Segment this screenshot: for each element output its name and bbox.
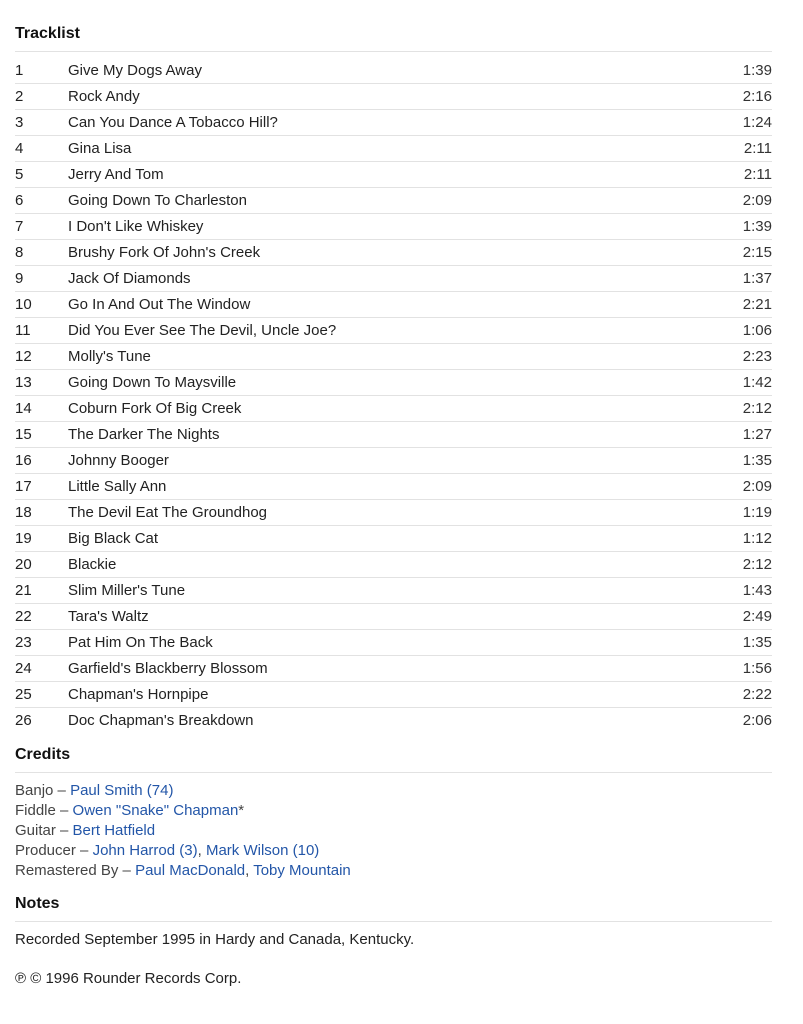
track-title: Little Sally Ann xyxy=(68,478,167,495)
track-title: Doc Chapman's Breakdown xyxy=(68,712,254,729)
track-duration: 1:19 xyxy=(742,504,772,521)
track-position: 17 xyxy=(15,478,32,495)
track-title: The Darker The Nights xyxy=(68,426,220,443)
track-row xyxy=(15,708,772,733)
credits-header xyxy=(15,733,772,773)
track-position: 7 xyxy=(15,218,24,235)
track-row xyxy=(15,344,772,370)
track-position: 23 xyxy=(15,634,32,651)
track-row xyxy=(15,110,772,136)
track-title: Molly's Tune xyxy=(68,348,151,365)
credit-role: Remastered By xyxy=(15,862,119,879)
track-duration: 1:27 xyxy=(742,426,772,443)
track-duration: 2:11 xyxy=(743,166,772,183)
notes-heading: Notes xyxy=(15,895,60,912)
track-position: 8 xyxy=(15,244,24,261)
track-position: 12 xyxy=(15,348,32,365)
notes-body xyxy=(15,930,772,989)
track-title: Pat Him On The Back xyxy=(68,634,213,651)
track-position: 19 xyxy=(15,530,32,547)
credit-role: Producer xyxy=(15,842,76,859)
credit-row xyxy=(15,821,772,841)
credit-artist-link[interactable]: John Harrod (3) xyxy=(92,842,198,859)
track-row xyxy=(15,526,772,552)
track-position: 21 xyxy=(15,582,32,599)
track-position: 25 xyxy=(15,686,32,703)
track-position: 11 xyxy=(15,322,31,339)
track-table xyxy=(15,58,772,733)
track-duration: 1:56 xyxy=(742,660,772,677)
track-duration: 1:06 xyxy=(742,322,772,339)
track-title: Give My Dogs Away xyxy=(68,62,202,79)
track-position: 9 xyxy=(15,270,24,287)
credit-role: Banjo xyxy=(15,782,54,799)
track-row xyxy=(15,318,772,344)
credit-row xyxy=(15,781,772,801)
track-duration: 1:35 xyxy=(742,634,772,651)
credit-row xyxy=(15,801,772,821)
track-position: 2 xyxy=(15,88,24,105)
track-title: Blackie xyxy=(68,556,117,573)
track-title: Can You Dance A Tobacco Hill? xyxy=(68,114,278,131)
track-position: 14 xyxy=(15,400,32,417)
track-duration: 2:16 xyxy=(742,88,772,105)
track-duration: 2:49 xyxy=(742,608,772,625)
track-title: Johnny Booger xyxy=(68,452,169,469)
notes-section xyxy=(15,881,772,989)
track-row xyxy=(15,448,772,474)
track-position: 24 xyxy=(15,660,32,677)
notes-line: Recorded September 1995 in Hardy and Canada, Kentucky. xyxy=(15,931,415,948)
track-position: 16 xyxy=(15,452,32,469)
credit-suffix: * xyxy=(238,802,245,819)
track-duration: 2:15 xyxy=(742,244,772,261)
credit-separator: – xyxy=(55,822,73,839)
track-title: Going Down To Charleston xyxy=(68,192,247,209)
track-row xyxy=(15,136,772,162)
credit-artist-link[interactable]: Toby Mountain xyxy=(253,862,351,879)
track-title: Slim Miller's Tune xyxy=(68,582,186,599)
credits-heading: Credits xyxy=(15,746,71,763)
track-title: Brushy Fork Of John's Creek xyxy=(68,244,261,261)
track-title: I Don't Like Whiskey xyxy=(68,218,204,235)
track-row xyxy=(15,422,772,448)
credit-separator: – xyxy=(118,862,136,879)
track-duration: 1:39 xyxy=(742,218,772,235)
track-row xyxy=(15,552,772,578)
track-position: 20 xyxy=(15,556,32,573)
track-position: 1 xyxy=(15,62,24,79)
track-row xyxy=(15,162,772,188)
track-position: 13 xyxy=(15,374,32,391)
track-duration: 2:21 xyxy=(742,296,772,313)
track-duration: 1:42 xyxy=(742,374,772,391)
track-position: 10 xyxy=(15,296,32,313)
notes-header xyxy=(15,881,772,922)
track-duration: 2:09 xyxy=(742,478,772,495)
track-row xyxy=(15,682,772,708)
track-duration: 2:23 xyxy=(742,348,772,365)
credit-separator: – xyxy=(55,802,73,819)
track-position: 6 xyxy=(15,192,24,209)
track-title: Garfield's Blackberry Blossom xyxy=(68,660,268,677)
credit-role: Guitar xyxy=(15,822,56,839)
credit-artist-link[interactable]: Mark Wilson (10) xyxy=(205,842,320,859)
track-title: Jack Of Diamonds xyxy=(68,270,191,287)
tracklist-heading: Tracklist xyxy=(15,25,80,42)
track-row xyxy=(15,474,772,500)
track-duration: 2:11 xyxy=(743,140,772,157)
track-title: Gina Lisa xyxy=(68,140,132,157)
track-duration: 2:06 xyxy=(742,712,772,729)
track-row xyxy=(15,240,772,266)
credits-list xyxy=(15,781,772,881)
track-position: 4 xyxy=(15,140,24,157)
track-duration: 2:12 xyxy=(742,400,772,417)
track-position: 5 xyxy=(15,166,24,183)
track-duration: 2:22 xyxy=(742,686,772,703)
track-duration: 1:35 xyxy=(742,452,772,469)
track-title: Chapman's Hornpipe xyxy=(68,686,209,703)
credit-artist-link[interactable]: Owen "Snake" Chapman xyxy=(72,802,239,819)
track-title: Go In And Out The Window xyxy=(68,296,251,313)
track-title: Rock Andy xyxy=(68,88,140,105)
track-duration: 2:09 xyxy=(742,192,772,209)
tracklist-section xyxy=(15,0,772,733)
track-row xyxy=(15,292,772,318)
track-row xyxy=(15,578,772,604)
track-position: 26 xyxy=(15,712,32,729)
credit-row: Remastered By – Paul MacDonald, Toby Mountain xyxy=(15,862,351,879)
track-row xyxy=(15,214,772,240)
notes-line: ℗ © 1996 Rounder Records Corp. xyxy=(15,970,242,987)
track-title: Did You Ever See The Devil, Uncle Joe? xyxy=(68,322,337,339)
credit-artist-link[interactable]: Paul Smith (74) xyxy=(70,782,174,799)
track-row xyxy=(15,370,772,396)
track-row xyxy=(15,84,772,110)
track-row xyxy=(15,188,772,214)
track-row xyxy=(15,500,772,526)
track-title: Coburn Fork Of Big Creek xyxy=(68,400,242,417)
track-position: 15 xyxy=(15,426,32,443)
track-row xyxy=(15,630,772,656)
tracklist-header xyxy=(15,0,772,52)
track-duration: 2:12 xyxy=(742,556,772,573)
track-duration: 1:24 xyxy=(742,114,772,131)
track-row xyxy=(15,656,772,682)
track-row xyxy=(15,396,772,422)
credit-separator: – xyxy=(75,842,93,859)
credit-role: Fiddle xyxy=(15,802,56,819)
track-row xyxy=(15,604,772,630)
credit-artist-link[interactable]: Paul MacDonald xyxy=(135,862,246,879)
track-position: 3 xyxy=(15,114,24,131)
track-title: Tara's Waltz xyxy=(68,608,149,625)
track-position: 18 xyxy=(15,504,32,521)
track-title: Jerry And Tom xyxy=(68,166,164,183)
credits-section xyxy=(15,733,772,881)
track-title: Going Down To Maysville xyxy=(68,374,237,391)
track-duration: 1:12 xyxy=(742,530,772,547)
credit-artist-link[interactable]: Bert Hatfield xyxy=(72,822,156,839)
track-title: The Devil Eat The Groundhog xyxy=(68,504,268,521)
track-duration: 1:39 xyxy=(742,62,772,79)
track-row xyxy=(15,266,772,292)
credit-separator: – xyxy=(53,782,71,799)
track-duration: 1:43 xyxy=(742,582,772,599)
credit-row: Producer – John Harrod (3), Mark Wilson (10) xyxy=(15,842,320,859)
track-row xyxy=(15,58,772,84)
track-position: 22 xyxy=(15,608,32,625)
track-duration: 1:37 xyxy=(742,270,772,287)
track-title: Big Black Cat xyxy=(68,530,159,547)
